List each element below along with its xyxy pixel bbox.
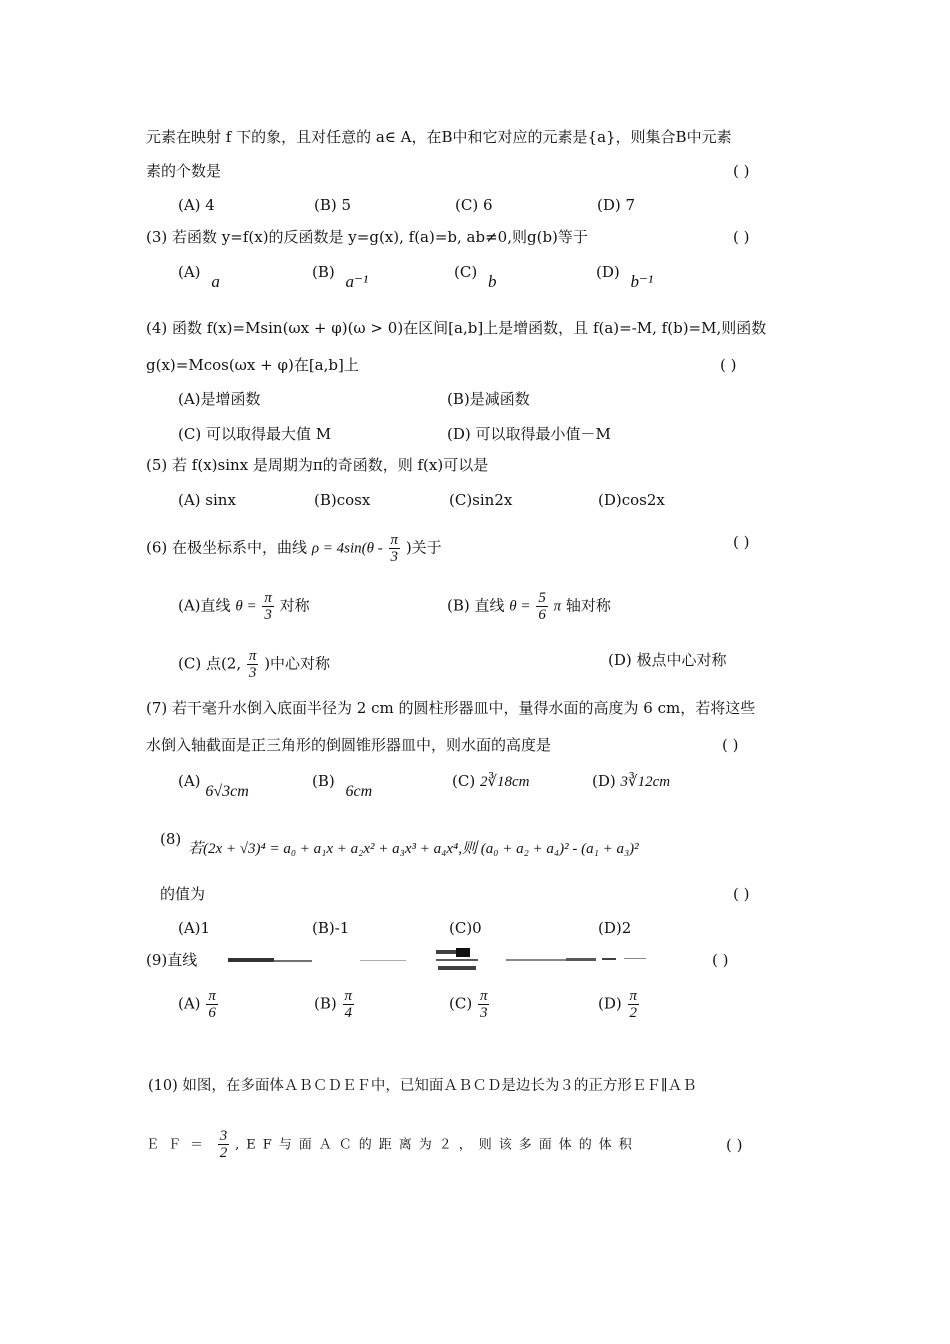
q9-option-d	[598, 988, 640, 1021]
q9-option-d-label: (D)	[598, 994, 622, 1013]
q8-line2: 的值为	[160, 885, 206, 903]
q7-option-d-value: 3∛12cm	[620, 774, 671, 790]
q4-answer-paren: ( )	[720, 356, 737, 374]
q7-option-d	[592, 771, 670, 792]
q9-option-c-den: 3	[479, 1005, 488, 1021]
q3-option-a-value: a	[211, 272, 220, 291]
q8-option-b: (B)-1	[312, 919, 350, 937]
q3-option-b	[312, 262, 369, 291]
q9-smudge-9	[566, 958, 596, 961]
q8-answer-paren: ( )	[733, 885, 750, 903]
q7-line2: 水倒入轴截面是正三角形的倒圆锥形器皿中，则水面的高度是	[146, 736, 552, 754]
q7-option-a-value: 6√3cm	[205, 783, 249, 800]
q4-option-a: (A)是增函数	[178, 390, 261, 408]
q9-smudge-6	[436, 959, 478, 961]
q4-option-b: (B)是减函数	[447, 390, 530, 408]
q3-option-d	[596, 262, 654, 291]
q7-option-a	[178, 771, 249, 800]
q3-stem: (3) 若函数 y=f(x)的反函数是 y=g(x), f(a)=b, ab≠0,则g(b)等于	[146, 228, 588, 246]
q8-option-c: (C)0	[449, 919, 482, 937]
q2-answer-paren: ( )	[733, 162, 750, 180]
q10-line2-text: ＥＦ＝	[146, 1137, 213, 1153]
q5-option-d: (D)cos2x	[598, 491, 665, 509]
q6-option-b-fraction	[536, 590, 548, 623]
q9-option-a-den: 6	[208, 1005, 216, 1021]
q7-option-c	[452, 771, 530, 792]
q9-stem: (9)直线	[146, 951, 198, 969]
q6-option-c-fraction-den: 3	[248, 665, 257, 681]
q9-option-d-den: 2	[629, 1005, 638, 1021]
q9-illegible-formula	[226, 948, 656, 974]
q6-stem-fraction	[389, 532, 401, 565]
q5-option-b: (B)cosx	[314, 491, 371, 509]
q9-smudge-3	[360, 960, 406, 961]
q2-option-a: (A) 4	[178, 196, 215, 214]
q4-line2: g(x)=Mcos(ωx + φ)在[a,b]上	[146, 356, 359, 374]
q3-option-b-value: a⁻¹	[345, 272, 369, 291]
q9-smudge-10	[602, 958, 616, 960]
q9-option-a-num: π	[208, 988, 216, 1004]
q6-option-b-pi: π	[553, 598, 562, 615]
q6-option-b	[447, 590, 611, 623]
q9-smudge-11	[624, 958, 646, 959]
q9-option-a-label: (A)	[178, 994, 201, 1013]
q3-option-d-value: b⁻¹	[630, 272, 654, 291]
q8-option-d: (D)2	[598, 919, 632, 937]
q6-option-a-tail: 对称	[279, 596, 310, 615]
q7-option-b-label: (B)	[312, 772, 335, 790]
q9-option-b-fraction	[343, 988, 355, 1021]
q7-option-b-value: 6cm	[345, 783, 373, 800]
q9-smudge-8	[506, 959, 566, 961]
q10-line2-fraction	[218, 1128, 230, 1161]
q2-option-b: (B) 5	[314, 196, 352, 214]
q4-line1: (4) 函数 f(x)=Msin(ωx + φ)(ω > 0)在区间[a,b]上是增函数，且 f(a)=-M, f(b)=M,则函数	[146, 319, 767, 337]
q8-option-a: (A)1	[178, 919, 211, 937]
q3-option-a	[178, 262, 220, 291]
q2-line1: 元素在映射 f 下的象，且对任意的 a∈ A，在B中和它对应的元素是{a}，则集合B中元素	[146, 128, 732, 146]
q6-option-b-math: θ =	[509, 598, 531, 615]
q9-option-a	[178, 988, 219, 1021]
q9-option-c-label: (C)	[449, 994, 473, 1013]
q6-option-c-tail: )中心对称	[264, 654, 331, 673]
q9-smudge-5	[456, 948, 470, 957]
q6-option-c-fraction	[247, 648, 259, 681]
q6-stem-tail: )关于	[405, 538, 442, 557]
q3-option-c	[454, 262, 497, 291]
q6-option-a-text: (A)直线	[178, 596, 231, 615]
q9-option-c	[449, 988, 490, 1021]
q7-line1: (7) 若干毫升水倒入底面半径为 2 cm 的圆柱形器皿中，量得水面的高度为 6 cm，若将这些	[146, 699, 756, 717]
q6-option-d: (D) 极点中心对称	[608, 651, 727, 669]
q6-answer-paren: ( )	[733, 533, 750, 551]
q3-option-d-label: (D)	[596, 263, 620, 281]
q6-option-c-fraction-num: π	[248, 648, 257, 664]
q3-option-b-label: (B)	[312, 263, 335, 281]
q7-option-c-value: 2∛18cm	[479, 774, 530, 790]
q4-option-c: (C) 可以取得最大值 M	[178, 425, 332, 443]
q9-option-b-den: 4	[344, 1005, 353, 1021]
q10-line1: (10) 如图，在多面体ＡＢＣＤＥＦ中，已知面ＡＢＣＤ是边长为３的正方形ＥＦ∥ＡＢ	[148, 1078, 697, 1094]
q2-line2: 素的个数是	[146, 162, 222, 180]
q9-answer-paren: ( )	[712, 951, 729, 969]
q10-line2-fraction-num: 3	[219, 1128, 228, 1144]
q3-option-c-value: b	[487, 272, 497, 291]
q5-option-a: (A) sinx	[178, 491, 236, 509]
q6-option-a-fraction-num: π	[264, 590, 272, 606]
q6-option-a-math: θ =	[235, 598, 257, 615]
q7-option-c-label: (C)	[452, 772, 476, 790]
q9-option-d-num: π	[629, 988, 638, 1004]
q3-option-a-label: (A)	[178, 263, 201, 281]
q6-option-b-text: (B) 直线	[447, 596, 505, 615]
q7-option-b	[312, 771, 373, 800]
q9-option-c-num: π	[479, 988, 488, 1004]
q3-option-c-label: (C)	[454, 263, 478, 281]
q2-option-d: (D) 7	[597, 196, 636, 214]
q6-option-b-tail: 轴对称	[565, 596, 611, 615]
q6-option-b-fraction-den: 6	[538, 607, 546, 623]
q7-option-d-label: (D)	[592, 772, 616, 790]
q6-stem	[146, 532, 442, 565]
q7-answer-paren: ( )	[722, 736, 739, 754]
q10-line2	[146, 1128, 639, 1161]
q9-option-b-label: (B)	[314, 994, 337, 1013]
q6-option-a-fraction	[262, 590, 274, 623]
q9-smudge-1	[228, 958, 274, 962]
q6-option-c-text: (C) 点(2,	[178, 654, 242, 673]
q9-option-b	[314, 988, 355, 1021]
q2-option-c: (C) 6	[455, 196, 493, 214]
q7-option-a-label: (A)	[178, 772, 201, 790]
q6-stem-math: ρ = 4sin(θ -	[311, 540, 383, 557]
q10-line2-tail: ,EF与面ＡＣ的距离为２，则该多面体的体积	[235, 1137, 639, 1153]
q6-stem-fraction-den: 3	[390, 549, 399, 565]
q6-option-a	[178, 590, 310, 623]
q9-option-b-num: π	[344, 988, 353, 1004]
q9-option-a-fraction	[206, 988, 218, 1021]
q6-stem-text: (6) 在极坐标系中，曲线	[146, 538, 308, 557]
q10-answer-paren: ( )	[726, 1136, 743, 1154]
q6-option-a-fraction-den: 3	[264, 607, 272, 623]
q10-line2-fraction-den: 2	[219, 1145, 228, 1161]
q9-option-d-fraction	[628, 988, 640, 1021]
q8-number: (8)	[160, 830, 182, 848]
q5-option-c: (C)sin2x	[449, 491, 513, 509]
q6-stem-fraction-num: π	[390, 532, 399, 548]
q9-option-c-fraction	[478, 988, 490, 1021]
q5-stem: (5) 若 f(x)sinx 是周期为π的奇函数，则 f(x)可以是	[146, 456, 489, 474]
q9-smudge-7	[438, 966, 476, 970]
q6-option-c	[178, 648, 330, 681]
q4-option-d: (D) 可以取得最小值－M	[447, 425, 611, 443]
q9-smudge-2	[274, 960, 312, 962]
q6-option-b-fraction-num: 5	[538, 590, 546, 606]
q3-answer-paren: ( )	[733, 228, 750, 246]
q8-stem: 若(2x + √3)⁴ = a₀ + a₁x + a₂x² + a₃x³ + a₄x⁴,则 (a₀ + a₂ + a₄)² - (a₁ + a₃)²	[188, 841, 639, 857]
